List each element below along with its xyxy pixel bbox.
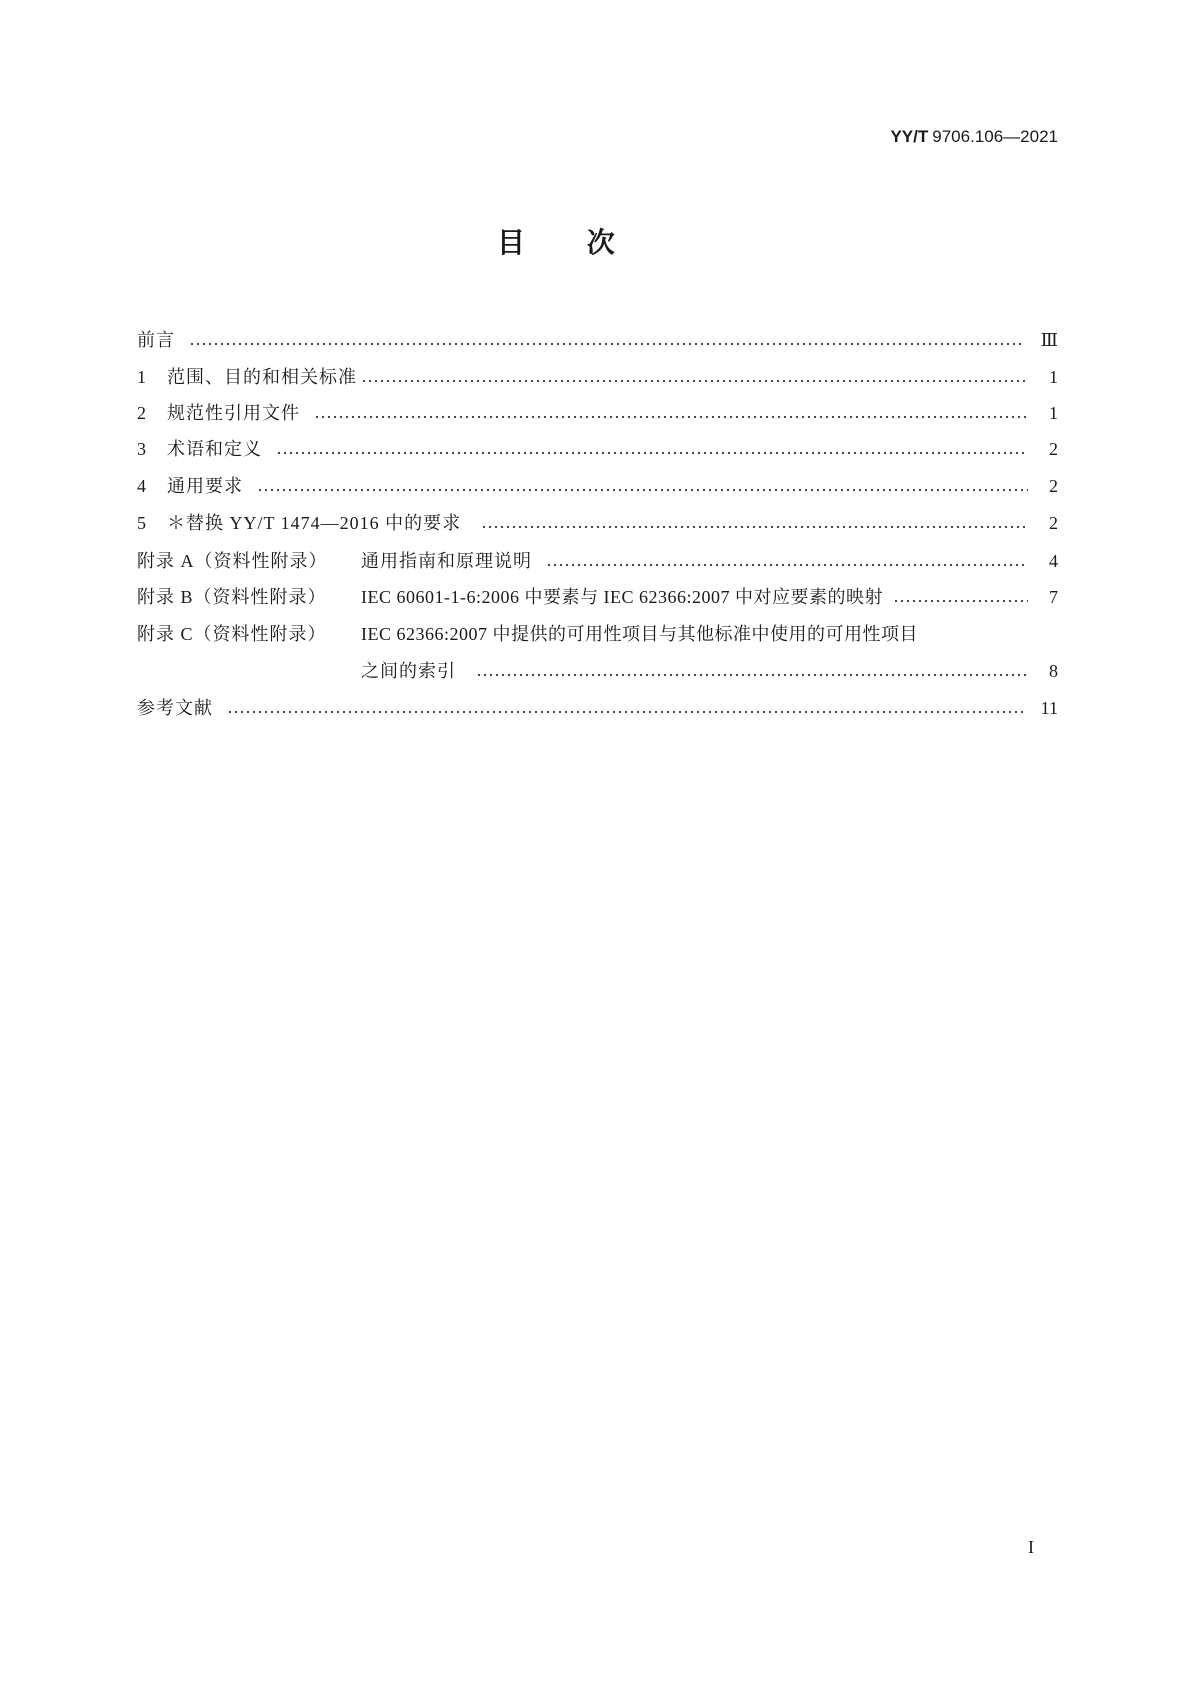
toc-appendix-b bbox=[137, 585, 1058, 609]
toc-entry-page: 2 bbox=[1049, 513, 1058, 533]
table-of-contents bbox=[137, 0, 1058, 1684]
dot-leader bbox=[476, 673, 1028, 677]
toc-entry-page: 2 bbox=[1049, 439, 1058, 459]
toc-entry-1 bbox=[137, 365, 1058, 389]
toc-entry-references bbox=[137, 696, 1058, 720]
toc-entry-title: 通用要求 bbox=[167, 476, 243, 496]
dot-leader bbox=[314, 415, 1028, 419]
toc-entry-page: 1 bbox=[1049, 403, 1058, 423]
toc-entry-3 bbox=[137, 437, 1058, 461]
toc-appendix-c bbox=[137, 622, 1058, 646]
toc-entry-page: 11 bbox=[1040, 698, 1058, 718]
toc-entry-page: 7 bbox=[1049, 587, 1058, 607]
toc-appendix-a bbox=[137, 549, 1058, 573]
dot-leader bbox=[893, 599, 1028, 603]
toc-entry-number: 3 bbox=[137, 439, 147, 459]
page-title: 目 次 bbox=[497, 226, 615, 259]
appendix-label: 附录 B（资料性附录） bbox=[137, 587, 327, 607]
page-number: I bbox=[1028, 1537, 1034, 1557]
toc-entry-5 bbox=[137, 511, 1058, 535]
standard-number: 9706.106—2021 bbox=[932, 127, 1058, 146]
toc-entry-page: 8 bbox=[1049, 661, 1058, 681]
dot-leader bbox=[189, 342, 1025, 346]
toc-entry-number: 1 bbox=[137, 367, 147, 387]
toc-entry-title: ＊替换 YY/T 1474—2016 中的要求 bbox=[167, 513, 462, 533]
appendix-title: IEC 62366:2007 中提供的可用性项目与其他标准中使用的可用性项目 bbox=[361, 624, 918, 644]
toc-entry-page: 4 bbox=[1049, 551, 1058, 571]
standard-prefix: YY/T bbox=[890, 127, 929, 146]
toc-entry-title: 规范性引用文件 bbox=[167, 403, 300, 423]
toc-entry-foreword bbox=[137, 328, 1058, 352]
toc-entry-2 bbox=[137, 401, 1058, 425]
toc-entry-title: 术语和定义 bbox=[167, 439, 262, 459]
toc-entry-title: 前言 bbox=[137, 330, 175, 350]
appendix-title: 通用指南和原理说明 bbox=[361, 551, 532, 571]
toc-entry-title: 范围、目的和相关标准 bbox=[167, 367, 357, 387]
appendix-title: IEC 60601-1-6:2006 中要素与 IEC 62366:2007 中对应要素的映射 bbox=[361, 587, 883, 607]
dot-leader bbox=[227, 710, 1025, 714]
toc-entry-number: 4 bbox=[137, 476, 147, 496]
toc-entry-page: 2 bbox=[1049, 476, 1058, 496]
dot-leader bbox=[481, 525, 1028, 529]
toc-entry-number: 5 bbox=[137, 513, 147, 533]
toc-entry-number: 2 bbox=[137, 403, 147, 423]
dot-leader bbox=[276, 451, 1028, 455]
toc-entry-4 bbox=[137, 474, 1058, 498]
dot-leader bbox=[546, 563, 1028, 567]
appendix-label: 附录 C（资料性附录） bbox=[137, 624, 327, 644]
toc-entry-title: 参考文献 bbox=[137, 698, 213, 718]
appendix-title-continuation: 之间的索引 bbox=[361, 661, 456, 681]
appendix-label: 附录 A（资料性附录） bbox=[137, 551, 328, 571]
dot-leader bbox=[257, 488, 1028, 492]
dot-leader bbox=[361, 379, 1028, 383]
toc-appendix-c-continuation bbox=[137, 659, 1058, 683]
toc-entry-page: 1 bbox=[1049, 367, 1058, 387]
toc-entry-page: Ⅲ bbox=[1040, 330, 1058, 350]
